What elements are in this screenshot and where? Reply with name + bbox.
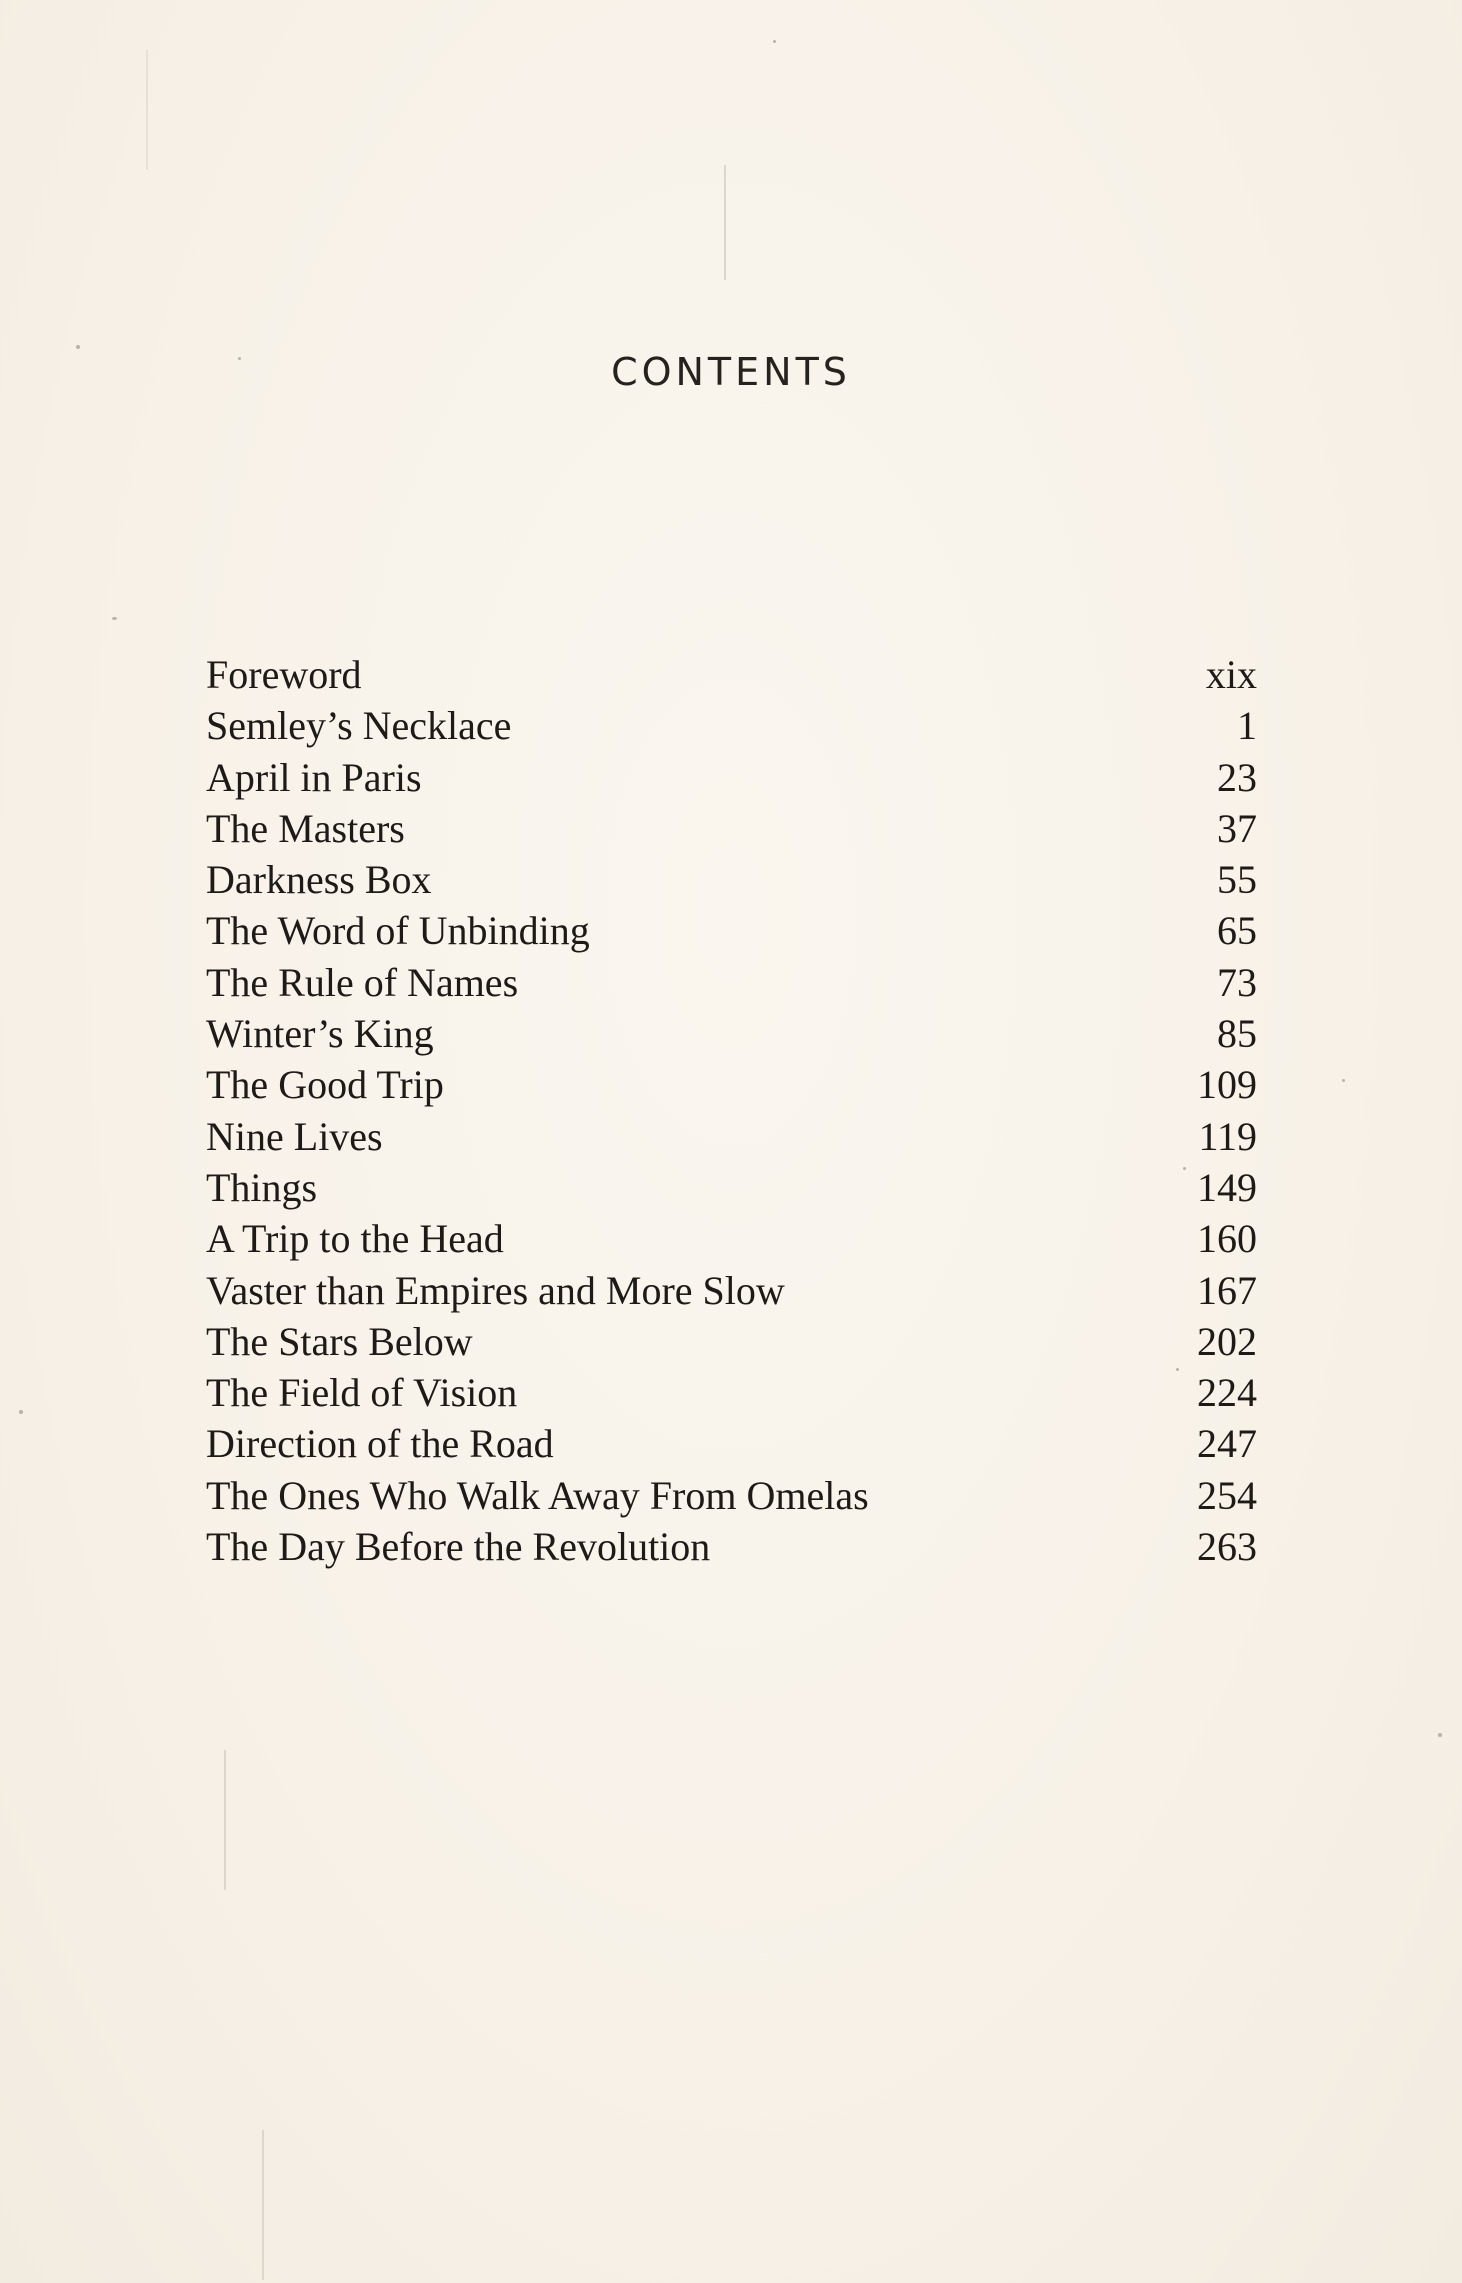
paper-speck [1438,1733,1442,1737]
toc-entry-title: Direction of the Road [206,1421,554,1467]
paper-scratch [224,1750,226,1890]
toc-entry-title: April in Paris [206,754,422,800]
toc-entry-title: Things [206,1164,318,1210]
paper-speck [773,40,776,43]
toc-entry [206,1418,1257,1469]
toc-entry-page-number: xix [1205,652,1257,697]
toc-entry-page-number: 37 [1217,805,1257,851]
toc-entry [206,1265,1257,1316]
toc-entry [206,1162,1257,1213]
toc-entry [206,803,1257,854]
toc-entry [206,1521,1257,1572]
toc-entry [206,854,1257,905]
toc-entry-page-number: 85 [1217,1011,1257,1057]
toc-entry-page-number: 119 [1198,1113,1257,1159]
table-of-contents [206,649,1257,1572]
toc-entry [206,1008,1257,1059]
toc-entry-title: The Ones Who Walk Away From Omelas [206,1472,869,1518]
toc-entry [206,700,1257,751]
toc-entry-page-number: 247 [1197,1421,1257,1467]
toc-entry-page-number: 224 [1197,1370,1257,1416]
toc-entry-page-number: 23 [1217,754,1257,800]
toc-entry-page-number: 73 [1217,959,1257,1005]
toc-entry-title: The Masters [206,805,405,851]
toc-entry-title: The Field of Vision [206,1370,518,1416]
toc-entry-page-number: 65 [1217,908,1257,954]
toc-entry [206,1213,1257,1264]
paper-speck [112,617,117,620]
toc-entry-page-number: 1 [1237,703,1257,749]
toc-entry [206,957,1257,1008]
paper-speck [76,345,80,349]
toc-entry-title: The Good Trip [206,1062,444,1108]
toc-entry-title: Darkness Box [206,857,432,903]
paper-speck [19,1410,23,1414]
toc-entry [206,1059,1257,1110]
toc-entry [206,1111,1257,1162]
toc-entry-title: The Day Before the Revolution [206,1524,711,1570]
toc-entry-page-number: 160 [1197,1216,1257,1262]
toc-entry-page-number: 109 [1197,1062,1257,1108]
toc-entry-page-number: 149 [1197,1164,1257,1210]
paper-scratch [262,2130,264,2280]
paper-scratch [146,50,148,170]
toc-entry [206,905,1257,956]
toc-entry-page-number: 254 [1197,1472,1257,1518]
toc-entry-page-number: 55 [1217,857,1257,903]
toc-entry-title: Nine Lives [206,1113,383,1159]
toc-entry-page-number: 202 [1197,1318,1257,1364]
toc-entry-title: The Rule of Names [206,959,519,1005]
toc-entry [206,1367,1257,1418]
toc-entry-title: Vaster than Empires and More Slow [206,1267,785,1313]
toc-entry-page-number: 167 [1197,1267,1257,1313]
toc-entry-title: Foreword [206,652,362,697]
toc-entry [206,1316,1257,1367]
toc-entry-title: The Word of Unbinding [206,908,590,954]
toc-entry-page-number: 263 [1197,1524,1257,1570]
paper-speck [1342,1079,1345,1082]
toc-entry [206,649,1257,700]
toc-entry-title: A Trip to the Head [206,1216,504,1262]
toc-entry-title: Semley’s Necklace [206,703,512,749]
toc-entry-title: Winter’s King [206,1011,434,1057]
toc-entry [206,752,1257,803]
toc-entry-title: The Stars Below [206,1318,473,1364]
toc-entry [206,1470,1257,1521]
page-title: CONTENTS [611,350,851,394]
paper-scratch [724,165,726,280]
